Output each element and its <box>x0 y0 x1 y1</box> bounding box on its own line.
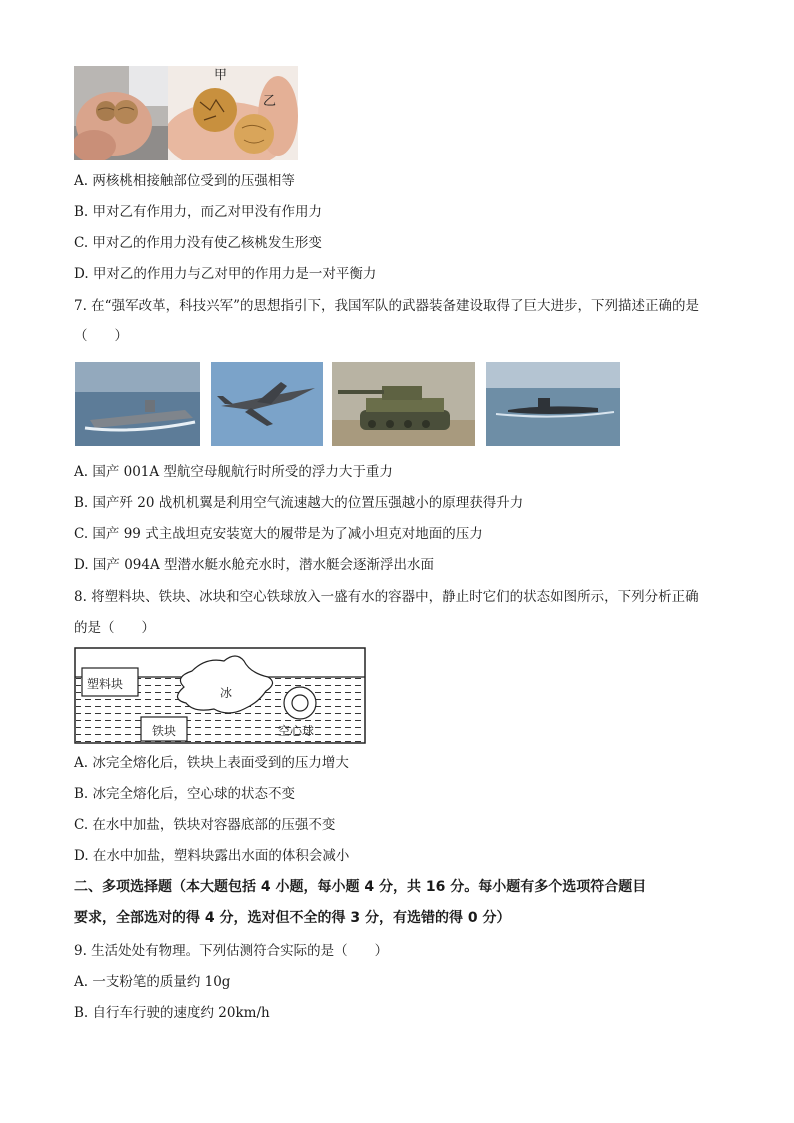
q8-option-a: A. 冰完全熔化后，铁块上表面受到的压力增大 <box>74 755 349 771</box>
label-hollow-ball: 空心球 <box>278 724 315 738</box>
walnut-hand-photo-left <box>74 66 168 160</box>
q9-stem: 9. 生活处处有物理。下列估测符合实际的是（ ） <box>74 943 389 959</box>
q6-option-a: A. 两核桃相接触部位受到的压强相等 <box>74 173 295 189</box>
q6-option-b: B. 甲对乙有作用力，而乙对甲没有作用力 <box>74 204 323 220</box>
q7-option-c: C. 国产 99 式主战坦克安装宽大的履带是为了减小坦克对地面的压力 <box>74 526 483 542</box>
q7-option-b: B. 国产歼 20 战机机翼是利用空气流速越大的位置压强越小的原理获得升力 <box>74 495 524 511</box>
q6-option-d: D. 甲对乙的作用力与乙对甲的作用力是一对平衡力 <box>74 266 377 282</box>
label-plastic-block: 塑料块 <box>87 677 124 691</box>
section2-heading-line1: 二、多项选择题（本大题包括 4 小题，每小题 4 分，共 16 分。每小题有多个选项符合题目 <box>74 879 647 895</box>
q9-option-a: A. 一支粉笔的质量约 10g <box>74 974 231 990</box>
aircraft-carrier-photo <box>75 362 200 446</box>
label-iron-block: 铁块 <box>152 724 177 738</box>
label-ice: 冰 <box>220 686 233 700</box>
label-yi: 乙 <box>263 94 277 109</box>
walnut-hand-photo-right <box>168 66 298 160</box>
fighter-jet-photo <box>211 362 323 446</box>
q8-stem-line1: 8. 将塑料块、铁块、冰块和空心铁球放入一盛有水的容器中，静止时它们的状态如图所示，下列分析正确 <box>74 589 699 605</box>
q7-option-d: D. 国产 094A 型潜水艇水舱充水时，潜水艇会逐渐浮出水面 <box>74 557 435 573</box>
q8-option-b: B. 冰完全熔化后，空心球的状态不变 <box>74 786 296 802</box>
q9-option-b: B. 自行车行驶的速度约 20km/h <box>74 1005 270 1021</box>
q8-option-d: D. 在水中加盐，塑料块露出水面的体积会减小 <box>74 848 350 864</box>
section2-heading-line2: 要求，全部选对的得 4 分，选对但不全的得 3 分，有选错的得 0 分） <box>74 910 511 926</box>
q7-stem-line2: （ ） <box>74 328 128 344</box>
tank-photo <box>332 362 475 446</box>
q7-option-a: A. 国产 001A 型航空母舰航行时所受的浮力大于重力 <box>74 464 393 480</box>
q8-option-c: C. 在水中加盐，铁块对容器底部的压强不变 <box>74 817 336 833</box>
submarine-photo <box>486 362 620 446</box>
q7-stem-line1: 7. 在“强军改革，科技兴军”的思想指引下，我国军队的武器装备建设取得了巨大进步，下列描述正确的是 <box>74 298 699 314</box>
q6-option-c: C. 甲对乙的作用力没有使乙核桃发生形变 <box>74 235 322 251</box>
q8-stem-line2: 的是（ ） <box>74 620 155 636</box>
buoyancy-container-diagram <box>74 647 368 745</box>
label-jia: 甲 <box>214 68 228 83</box>
